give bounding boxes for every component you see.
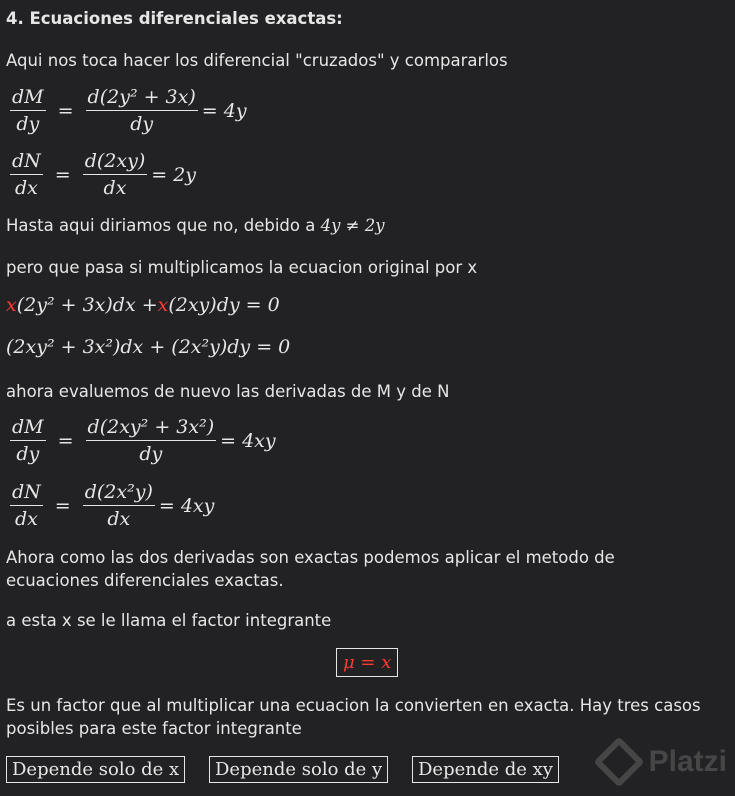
section-heading: 4. Ecuaciones diferenciales exactas: (6, 9, 343, 28)
equals-sign: = (54, 494, 71, 517)
numerator: dM (10, 86, 46, 111)
equation-part: (2y² + 3x)dx + (16, 294, 158, 316)
inequality: 4y ≠ 2y (320, 216, 385, 235)
numerator: d(2xy) (83, 150, 148, 175)
paragraph-exact: Ahora como las dos derivadas son exactas podemos aplicar el metodo de ecuaciones diferenciales exactas. (6, 548, 615, 590)
numerator: d(2x²y) (83, 481, 155, 506)
fraction-lhs (10, 416, 46, 465)
equation-dM-dy (6, 86, 247, 135)
fraction-rhs (83, 481, 155, 530)
paragraph-intro: Aqui nos toca hacer los diferencial "cruzados" y compararlos (6, 51, 508, 70)
paragraph-reevaluate: ahora evaluemos de nuevo las derivadas de M y de N (6, 382, 450, 401)
result: = 4xy (158, 494, 215, 517)
fraction-lhs (10, 86, 46, 135)
numerator: d(2xy² + 3x²) (86, 416, 217, 441)
fraction-lhs (10, 150, 43, 199)
equation-part: (2xy)dy = 0 (168, 294, 280, 316)
equation-new-dN-dx (6, 481, 214, 530)
equals-sign: = (57, 429, 74, 452)
denominator: dy (139, 443, 163, 465)
fraction-lhs (10, 481, 43, 530)
platzi-watermark (601, 744, 727, 780)
result: = 2y (151, 163, 197, 186)
equation-expanded: (2xy² + 3x²)dx + (2x²y)dy = 0 (6, 336, 291, 358)
result: = 4xy (220, 429, 276, 452)
fraction-rhs (83, 150, 148, 199)
denominator: dy (16, 113, 40, 135)
platzi-logo-icon (593, 737, 644, 788)
factor-highlight: x (6, 294, 17, 316)
denominator: dx (103, 177, 127, 199)
paragraph-multiply: pero que pasa si multiplicamos la ecuacion original por x (6, 258, 478, 277)
numerator: d(2y² + 3x) (86, 86, 198, 111)
equation-multiplied (6, 294, 280, 316)
result: = 4y (201, 99, 247, 122)
paragraph-cases: Es un factor que al multiplicar una ecuacion la convierten en exacta. Hay tres casos posibles para este factor integrante (6, 696, 701, 738)
numerator: dN (10, 150, 43, 175)
denominator: dy (16, 443, 40, 465)
paragraph-integrating-factor: a esta x se le llama el factor integrante (6, 611, 332, 630)
numerator: dN (10, 481, 43, 506)
equation-new-dM-dy (6, 416, 276, 465)
case-depends-on-y: Depende solo de y (209, 756, 388, 783)
denominator: dx (14, 508, 38, 530)
equals-sign: = (54, 163, 71, 186)
denominator: dx (14, 177, 38, 199)
denominator: dx (107, 508, 131, 530)
equation-dN-dx (6, 150, 196, 199)
equals-sign: = (57, 99, 74, 122)
denominator: dy (130, 113, 154, 135)
integrating-factor-box: μ = x (336, 648, 398, 677)
comparison-text: Hasta aqui diriamos que no, debido a (6, 216, 316, 235)
fraction-rhs (86, 416, 217, 465)
case-depends-on-x: Depende solo de x (6, 756, 185, 783)
watermark-text: Platzi (648, 745, 727, 778)
paragraph-comparison (6, 214, 385, 237)
case-depends-on-xy: Depende de xy (412, 756, 559, 783)
numerator: dM (10, 416, 46, 441)
factor-highlight: x (157, 294, 169, 316)
fraction-rhs (86, 86, 198, 135)
